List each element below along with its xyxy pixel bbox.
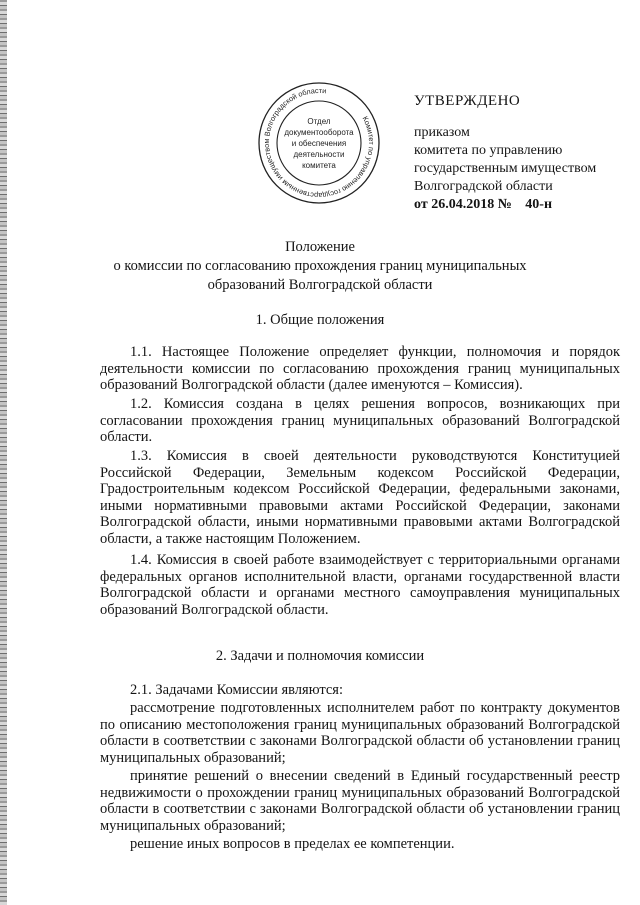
order-number: 40-н [525,197,553,212]
document-title [100,238,540,295]
paragraph: решение иных вопросов в пределах ее компетенции. [130,836,455,852]
title-line: Положение [285,239,355,255]
paragraph: 2.1. Задачами Комиссии являются: [130,682,343,698]
paragraph: 1.3. Комиссия в своей деятельности руководствуются Конституцией Российской Федерации, Земельным кодексом Российской Федерации, Градостроительным кодексом Российской Федерации, федеральными законами, иными нормативными правовыми актами Российской Федерации, законами Волгоградской области, иными нормативными правовыми актами Волгоградской области, а также настоящим Положением. [100,448,620,547]
stamp-ring-text: Комитет по управлению государственным имуществом Волгоградской области [261,85,377,201]
section-heading: 2. Задачи и полномочия комиссии [215,648,425,664]
section-heading: 1. Общие положения [255,312,385,328]
approval-line: приказом [414,125,470,140]
scan-edge [0,0,7,905]
number-sign: № [497,197,512,212]
stamp-line: и обеспечения [291,139,347,148]
stamp-line: деятельности [293,150,345,159]
approval-date-line [414,196,614,214]
stamp-line: документооборота [284,128,354,137]
stamp-line: Отдел [307,117,331,126]
approval-line: комитета по управлению [414,143,563,158]
stamp-line: комитета [302,161,336,170]
approval-block [414,92,614,214]
paragraph: рассмотрение подготовленных исполнителем работ по контракту документов по описанию местоположения границ муниципальных образований Волгоградской области в соответствии с законами Волгоградской области об установлении границ муниципальных образований; [100,700,620,766]
official-stamp [256,80,382,206]
approval-line: Волгоградской области [414,179,553,194]
title-line: образований Волгоградской области [207,277,433,293]
title-line: о комиссии по согласованию прохождения границ муниципальных [113,258,527,274]
approved-label: УТВЕРЖДЕНО [414,93,521,109]
paragraph: 1.1. Настоящее Положение определяет функции, полномочия и порядок деятельности комиссии по согласованию прохождения границ муниципальных образований Волгоградской области (далее именуются – Комиссия). [100,344,620,393]
paragraph: 1.2. Комиссия создана в целях решения вопросов, возникающих при согласовании прохождения границ муниципальных образований Волгоградской области. [100,396,620,445]
approval-date: от 26.04.2018 [414,197,495,212]
approval-line: государственным имуществом [414,161,597,176]
paragraph: 1.4. Комиссия в своей работе взаимодействует с территориальными органами федеральных органов исполнительной власти, органами государственной власти Волгоградской области и органами местного самоуправления муниципальных образований Волгоградской области. [100,552,620,618]
paragraph: принятие решений о внесении сведений в Единый государственный реестр недвижимости о прохождении границ муниципальных образований Волгоградской области в соответствии с законами Волгоградской области об установлении границ муниципальных образований; [100,768,620,834]
